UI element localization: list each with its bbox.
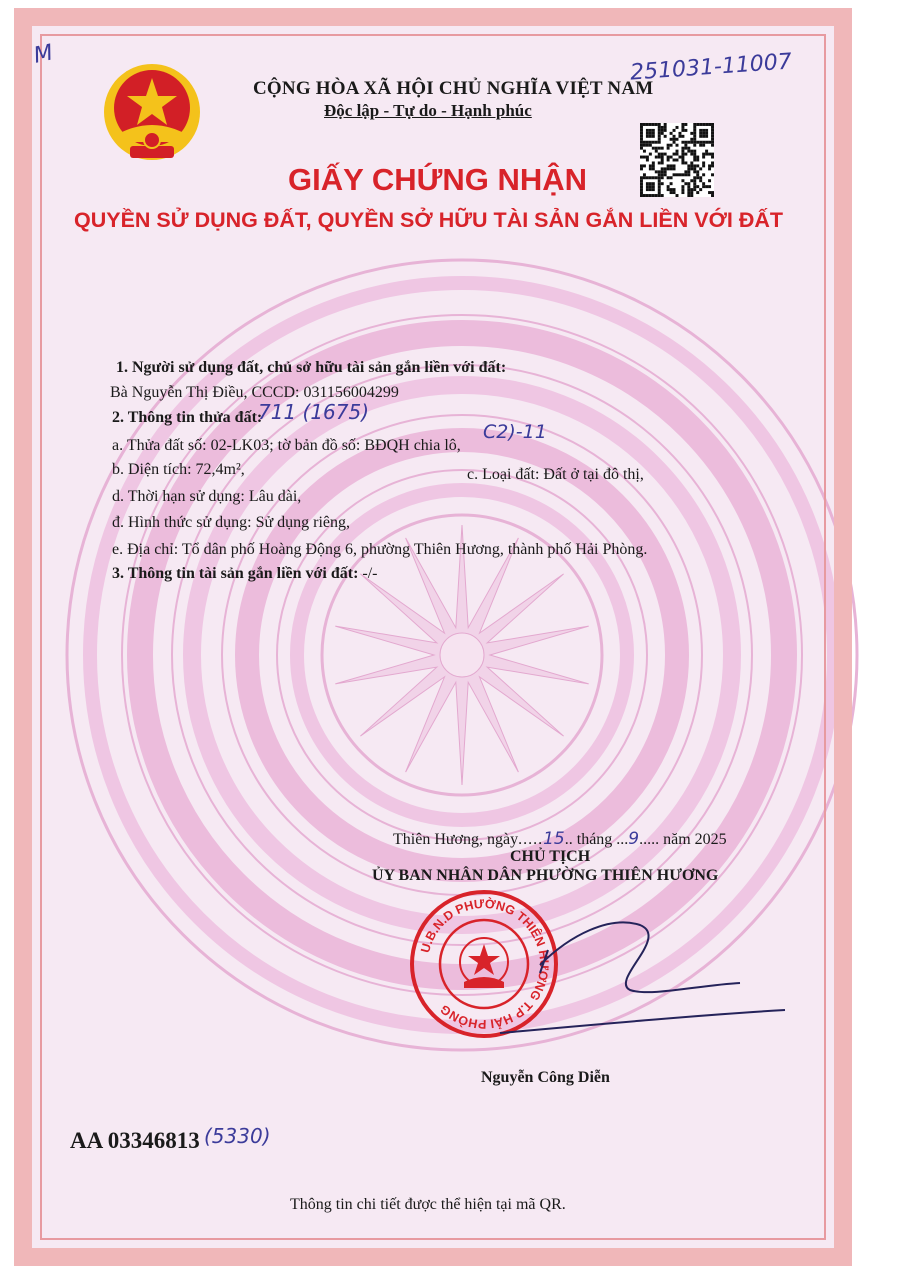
country-name: CỘNG HÒA XÃ HỘI CHỦ NGHĨA VIỆT NAM [253, 78, 654, 99]
stamp-ring-text: U.B.N.D PHƯỜNG THIÊN HƯƠNG T.P HẢI PHÒNG [418, 896, 552, 1032]
signer-name: Nguyễn Công Diễn [481, 1069, 610, 1086]
national-emblem-icon [100, 60, 204, 168]
qr-footnote: Thông tin chi tiết được thể hiện tại mã QR. [290, 1196, 566, 1213]
parcel-address: e. Địa chỉ: Tổ dân phố Hoàng Động 6, phường Thiên Hương, thành phố Hải Phòng. [112, 541, 648, 558]
land-type: c. Loại đất: Đất ở tại đô thị, [467, 466, 644, 483]
usage-form: đ. Hình thức sử dụng: Sử dụng riêng, [112, 514, 351, 531]
signing-day: 15 [543, 829, 565, 849]
certificate-subtitle: QUYỀN SỬ DỤNG ĐẤT, QUYỀN SỞ HỮU TÀI SẢN GẮN LIỀN VỚI ĐẤT [74, 208, 784, 232]
handwritten-signature [440, 905, 790, 1045]
qr-code-icon[interactable] [640, 123, 714, 197]
owner-info: Bà Nguyễn Thị Điều, CCCD: 031156004299 [110, 384, 399, 401]
certificate-title: GIẤY CHỨNG NHẬN [288, 162, 587, 197]
usage-term: d. Thời hạn sử dụng: Lâu dài, [112, 488, 302, 505]
parcel-handnote: 711 (1675) [258, 400, 370, 424]
section-3-value: -/- [358, 565, 378, 582]
section-3-heading: 3. Thông tin tài sản gắn liền với đất: [112, 565, 359, 582]
certificate-serial: AA 03346813 [70, 1128, 200, 1153]
signer-role: CHỦ TỊCH [510, 848, 591, 865]
parcel-area: b. Diện tích: 72,4m², [112, 461, 245, 478]
section-2-heading: 2. Thông tin thửa đất: [112, 409, 263, 426]
signing-date: Thiên Hương, ngày.....15.. tháng ...9..... năm 2025 [393, 829, 727, 849]
section-1-heading: 1. Người sử dụng đất, chủ sở hữu tài sản gắn liền với đất: [116, 359, 507, 376]
issuing-authority: ỦY BAN NHÂN DÂN PHƯỜNG THIÊN HƯƠNG [372, 867, 719, 884]
year-label: năm 2025 [663, 831, 727, 848]
map-sheet-handnote: C2)-11 [483, 421, 547, 443]
handwritten-number: 251031-11007 [629, 49, 793, 86]
month-label: tháng [576, 831, 613, 848]
corner-handwritten-mark: M [31, 40, 56, 69]
serial-handnote: (5330) [204, 1124, 271, 1148]
section-3 [112, 565, 378, 583]
national-motto: Độc lập - Tự do - Hạnh phúc [324, 101, 532, 120]
parcel-number: a. Thửa đất số: 02-LK03; tờ bản đồ số: BĐQH chia lô, [112, 437, 461, 454]
signing-month: 9 [628, 829, 640, 849]
signing-place: Thiên Hương, ngày [393, 831, 519, 848]
